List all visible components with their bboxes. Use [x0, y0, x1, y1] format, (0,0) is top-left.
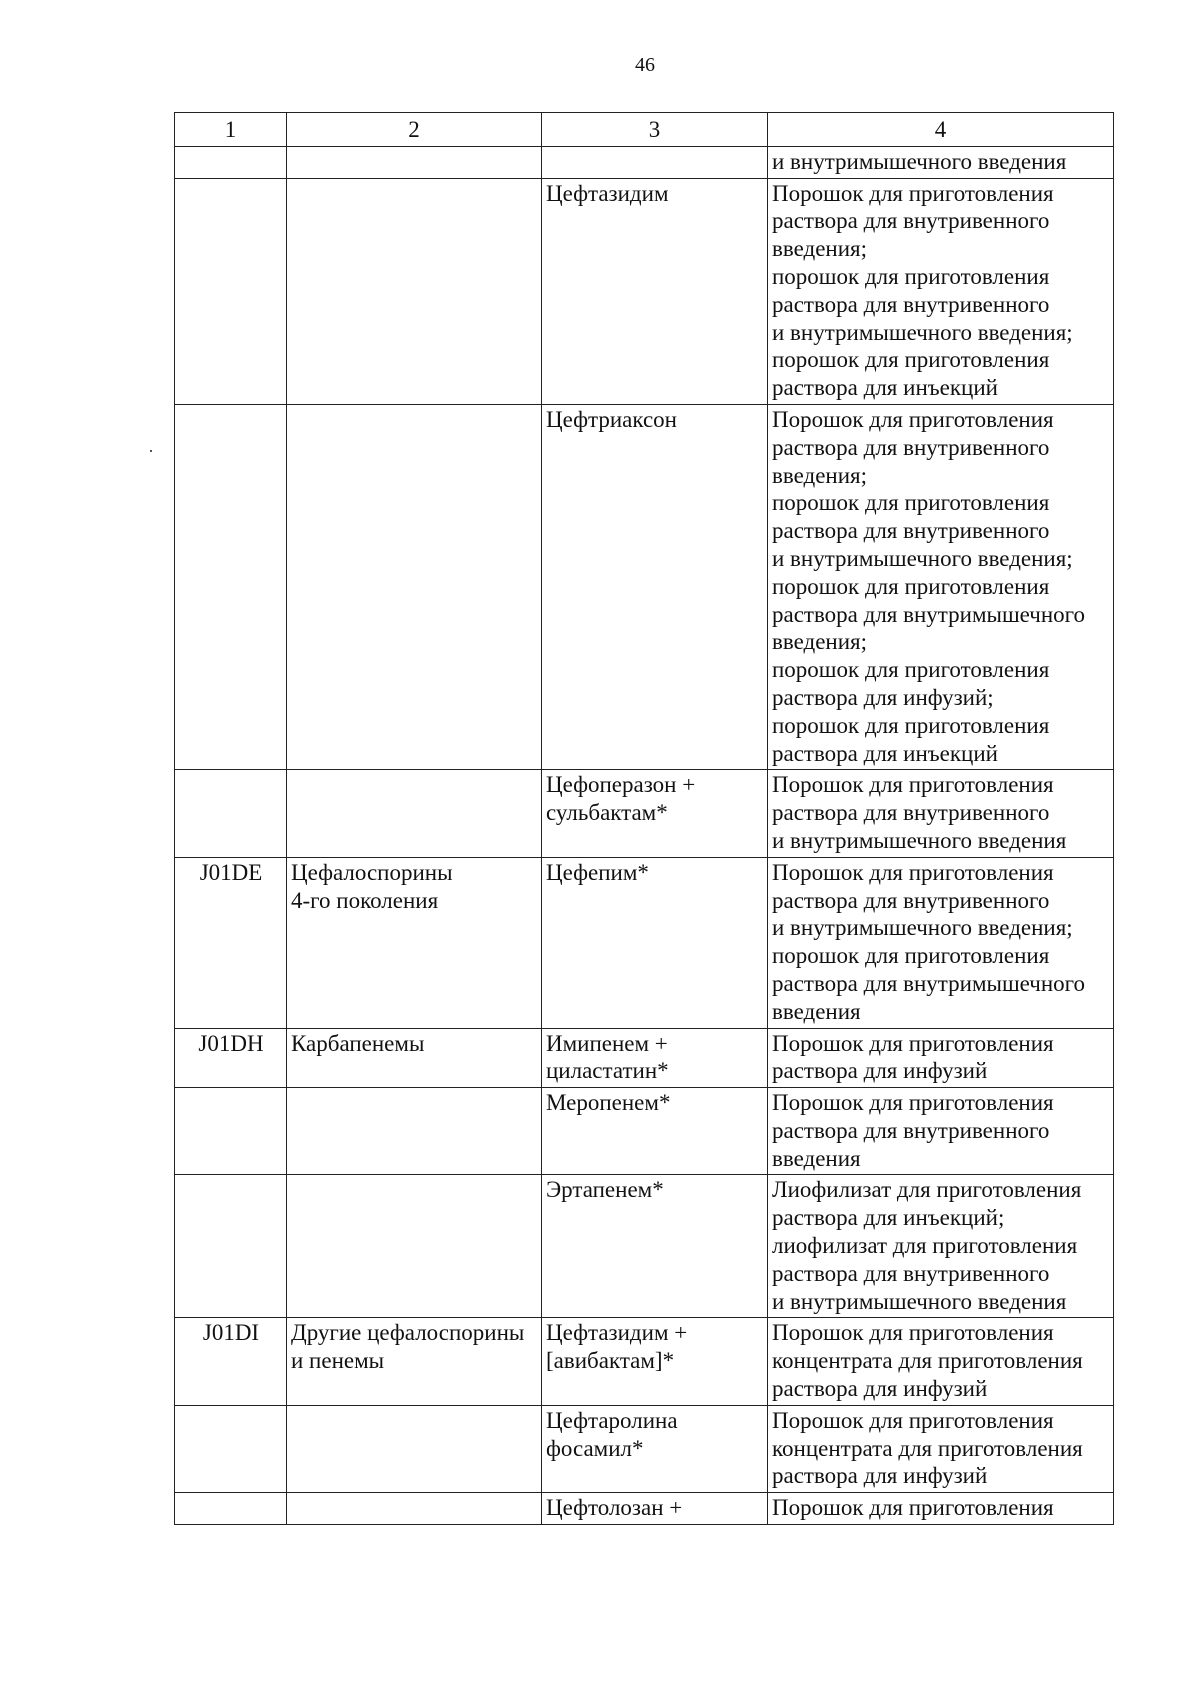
drug-name: Цефтриаксон: [542, 404, 768, 769]
table-row: [175, 1405, 1114, 1492]
dosage-forms: и внутримышечного введения: [768, 146, 1114, 178]
table-row: [175, 1028, 1114, 1088]
drug-group: [287, 1493, 542, 1525]
header-cell: 1: [175, 113, 287, 147]
atc-code: [175, 1405, 287, 1492]
drug-name: Эртапенем*: [542, 1175, 768, 1318]
drug-name: Имипенем + циластатин*: [542, 1028, 768, 1088]
drug-group: [287, 1088, 542, 1175]
table-row: [175, 1318, 1114, 1405]
drug-group: Цефалоспорины 4-го поколения: [287, 857, 542, 1028]
atc-code: [175, 770, 287, 857]
atc-code: J01DI: [175, 1318, 287, 1405]
header-cell: 2: [287, 113, 542, 147]
dosage-forms: Порошок для приготовления раствора для внутривенного введения: [768, 1088, 1114, 1175]
dosage-forms: Порошок для приготовления раствора для внутривенного и внутримышечного введения; порошок для приготовления раствора для внутримышечного введения: [768, 857, 1114, 1028]
drug-group: Карбапенемы: [287, 1028, 542, 1088]
drug-name: Меропенем*: [542, 1088, 768, 1175]
drug-name: Цефтаролина фосамил*: [542, 1405, 768, 1492]
drug-name: Цефтазидим: [542, 178, 768, 404]
drug-group: [287, 1405, 542, 1492]
table-header-row: [175, 113, 1114, 147]
atc-code: [175, 404, 287, 769]
drug-name: Цефтолозан +: [542, 1493, 768, 1525]
atc-code: [175, 1493, 287, 1525]
table-row: [175, 1175, 1114, 1318]
drug-group: [287, 178, 542, 404]
atc-code: J01DH: [175, 1028, 287, 1088]
atc-code: [175, 178, 287, 404]
dosage-forms: Порошок для приготовления раствора для внутривенного и внутримышечного введения: [768, 770, 1114, 857]
dosage-forms: Порошок для приготовления концентрата для приготовления раствора для инфузий: [768, 1318, 1114, 1405]
dosage-forms: Лиофилизат для приготовления раствора для инъекций; лиофилизат для приготовления раствора для внутривенного и внутримышечного введения: [768, 1175, 1114, 1318]
header-cell: 4: [768, 113, 1114, 147]
scan-speck: [150, 450, 152, 452]
table-row: [175, 1493, 1114, 1525]
dosage-forms: Порошок для приготовления: [768, 1493, 1114, 1525]
dosage-forms: Порошок для приготовления концентрата для приготовления раствора для инфузий: [768, 1405, 1114, 1492]
drug-group: [287, 146, 542, 178]
drug-table: [174, 112, 1114, 1525]
dosage-forms: Порошок для приготовления раствора для внутривенного введения; порошок для приготовления раствора для внутривенного и внутримышечного введения; порошок для приготовления раствора для инъекций: [768, 178, 1114, 404]
page-number: 46: [635, 54, 655, 76]
drug-name: [542, 146, 768, 178]
drug-name: Цефоперазон + сульбактам*: [542, 770, 768, 857]
drug-name: Цефепим*: [542, 857, 768, 1028]
table-row: [175, 404, 1114, 769]
dosage-forms: Порошок для приготовления раствора для инфузий: [768, 1028, 1114, 1088]
table-row: [175, 1088, 1114, 1175]
drug-group: [287, 770, 542, 857]
drug-name: Цефтазидим + [авибактам]*: [542, 1318, 768, 1405]
atc-code: [175, 1088, 287, 1175]
atc-code: [175, 1175, 287, 1318]
table-row: [175, 178, 1114, 404]
table-row: [175, 857, 1114, 1028]
header-cell: 3: [542, 113, 768, 147]
dosage-forms: Порошок для приготовления раствора для внутривенного введения; порошок для приготовления раствора для внутривенного и внутримышечного введения; порошок для приготовления раствора для внутримышечного введения; порошок для приготовления раствора для инфузий; порошок для приготовления раствора для инъекций: [768, 404, 1114, 769]
drug-group: Другие цефалоспорины и пенемы: [287, 1318, 542, 1405]
table-row: [175, 146, 1114, 178]
drug-group: [287, 404, 542, 769]
atc-code: [175, 146, 287, 178]
drug-group: [287, 1175, 542, 1318]
table-row: [175, 770, 1114, 857]
atc-code: J01DE: [175, 857, 287, 1028]
